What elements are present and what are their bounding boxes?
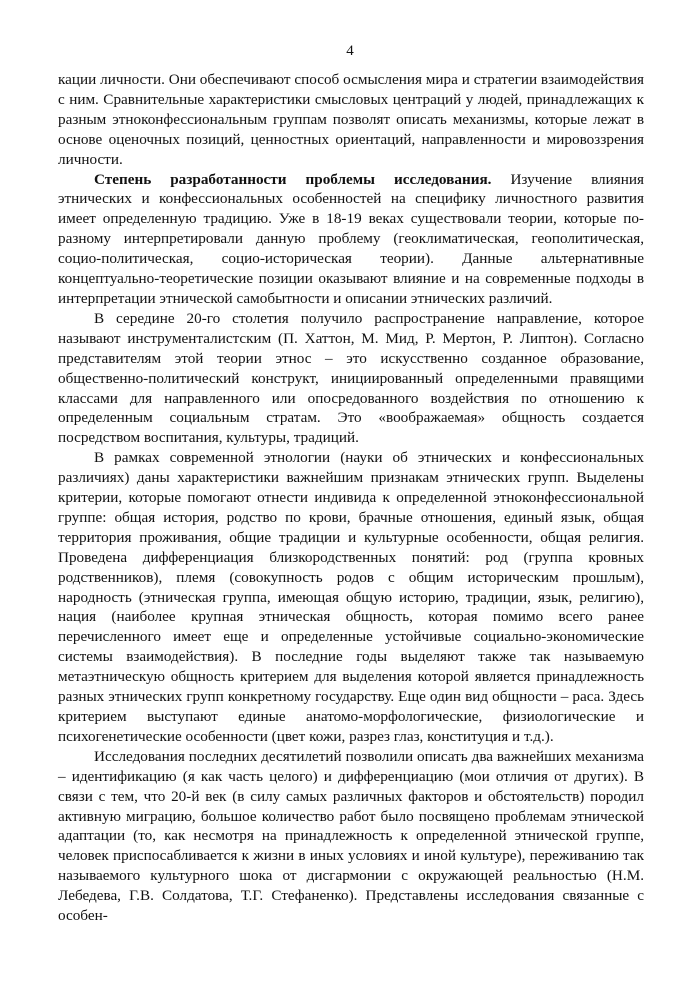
body-text: [58, 70, 644, 926]
paragraph-3: [58, 309, 644, 448]
paragraph-4-text: В рамках современной этнологии (науки об этнических и конфессиональных различиях) даны характеристики важнейшим признакам этнических групп. Выделены критерии, которые помогают отнести индивида к определенной этноконфессиональной группе: общая история, родство по крови, брачные отношения, единый язык, общая территория проживания, общие традиции и культурные особенности, общая религия. Проведена дифференциация близкородственных понятий: род (группа кровных родственников), племя (совокупность родов с общим историческим прошлым), народность (этническая группа, имеющая общую историю, традиции, язык, религию), нация (наиболее крупная этническая общность, которая помимо всего ранее перечисленного имеет еще и определенные устойчивые социально-экономические системы взаимодействия). В последние годы выделяют также так называемую метаэтническую общность критерием для выделения которой является принадлежность разных этнических групп конкретному государству. Еще один вид общности – раса. Здесь критерием выступают единые анатомо-морфологические, физиологические и психогенетические особенности (цвет кожи, разрез глаз, конституция и т.д.).: [58, 449, 644, 745]
page-number: 4: [346, 43, 354, 59]
paragraph-2: [58, 170, 644, 309]
paragraph-2-text: Изучение влияния этнических и конфессиональных особенностей на специфику личностного развития имеет определенную традицию. Уже в 18-19 веках существовали теории, которые по-разному интерпретировали данную проблему (геоклиматическая, геополитическая, социо-политическая, социо-историческая теории). Данные альтернативные концептуально-теоретические позиции оказывают влияние и на современные подходы в интерпретации этнической самобытности и описании этнических различий.: [58, 170, 644, 307]
paragraph-5-text: Исследования последних десятилетий позволили описать два важнейших механизма – идентификацию (я как часть целого) и дифференциацию (мои отличия от других). В связи с тем, что 20-й век (в силу самых различных факторов и обстоятельств) породил активную миграцию, большое количество работ было посвящено проблемам этнической адаптации (то, как несмотря на принадлежность к определенной этнической группе, человек приспосабливается к жизни в иных условиях и иной культуре), переживанию так называемого культурного шока от дисгармонии с окружающей реальностью (Н.М. Лебедева, Г.В. Солдатова, Т.Г. Стефаненко). Представлены исследования связанные с особен-: [58, 747, 644, 925]
paragraph-1-text: кации личности. Они обеспечивают способ осмысления мира и стратегии взаимодействия с ним. Сравнительные характеристики смысловых центраций у людей, принадлежащих к разным этноконфессиональным группам позволят описать механизмы, которые лежат в основе оценочных позиций, ценностных ориентаций, направленности и мировоззрения личности.: [58, 71, 644, 168]
section-heading: Степень разработанности проблемы исследования.: [94, 170, 492, 188]
paragraph-1: [58, 70, 644, 170]
paragraph-3-text: В середине 20-го столетия получило распространение направление, которое называют инструменталистским (П. Хаттон, М. Мид, Р. Мертон, Р. Липтон). Согласно представителям этой теории этнос – это искусственно созданное образование, общественно-политический конструкт, инициированный определенными правящими классами для направленного или опосредованного воздействия по отношению к определенным социальным стратам. Это «воображаемая» общность создается посредством воспитания, культуры, традиций.: [58, 309, 644, 447]
paragraph-5: [58, 747, 644, 926]
paragraph-4: [58, 448, 644, 747]
